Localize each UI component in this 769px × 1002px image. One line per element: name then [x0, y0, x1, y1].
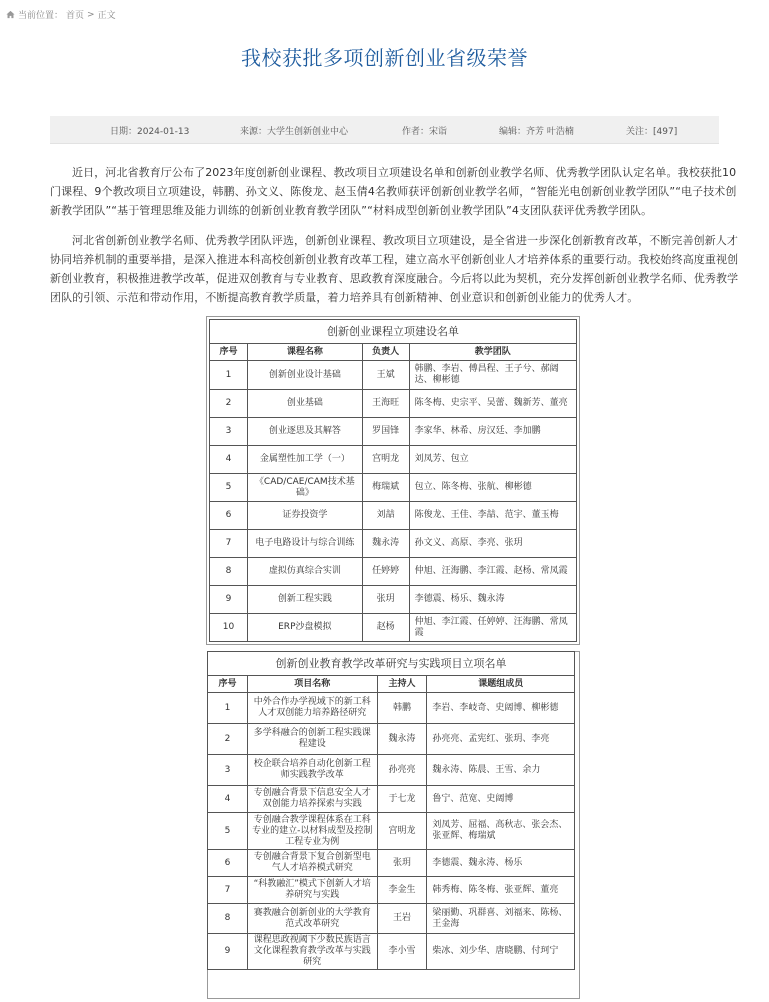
table-cell: 刘凤芳、屈福、高秋志、张会杰、张亚辉、梅瑞斌	[427, 813, 575, 850]
breadcrumb-home-link[interactable]: 首页	[66, 11, 85, 21]
table-cell: 包立、陈冬梅、张航、柳彬德	[409, 474, 576, 502]
table-cell: 电子电路设计与综合训练	[247, 530, 362, 558]
table-cell: 1	[208, 693, 248, 724]
table-cell: 中外合作办学视域下的新工科人才双创能力培养路径研究	[247, 693, 377, 724]
column-header: 序号	[208, 676, 248, 693]
table-cell: ERP沙盘模拟	[247, 614, 362, 642]
table-caption: 创新创业课程立项建设名单	[210, 320, 577, 344]
table-cell: 陈俊龙、王佳、李喆、范宇、董玉梅	[409, 502, 576, 530]
table-cell: 1	[210, 361, 248, 390]
table-cell: 专创融合背景下信息安全人才双创能力培养探索与实践	[247, 786, 377, 813]
table-cell: 7	[208, 877, 248, 904]
table-cell: 陈冬梅、史宗平、吴蕾、魏新芳、董亮	[409, 390, 576, 418]
table-row	[208, 813, 575, 850]
table-row	[210, 390, 577, 418]
table-cell: 李家华、林希、房汉廷、李加鹏	[409, 418, 576, 446]
column-header: 负责人	[362, 344, 409, 361]
column-header: 项目名称	[247, 676, 377, 693]
table-cell: 王斌	[362, 361, 409, 390]
table-cell: 证券投资学	[247, 502, 362, 530]
article-title: 我校获批多项创新创业省级荣誉	[241, 46, 528, 70]
table-cell: 9	[210, 586, 248, 614]
table-cell: “科教融汇”模式下创新人才培养研究与实践	[247, 877, 377, 904]
column-header: 课程名称	[247, 344, 362, 361]
table-cell: 创业基础	[247, 390, 362, 418]
table-cell: 罗国锋	[362, 418, 409, 446]
table-cell: 魏永涛、陈晨、王雪、余力	[427, 755, 575, 786]
table-cell: 王海旺	[362, 390, 409, 418]
table-cell: 任婷婷	[362, 558, 409, 586]
table-cell: 《CAD/CAE/CAM技术基础》	[247, 474, 362, 502]
table-row	[210, 418, 577, 446]
table-cell: 韩鹏、李岩、傅昌程、王子兮、郝阔达、柳彬德	[409, 361, 576, 390]
table-cell: 课程思政视阈下少数民族语言文化课程教育教学改革与实践研究	[247, 934, 377, 970]
table-cell: 孙文义、高原、李亮、张玥	[409, 530, 576, 558]
table-cell: 8	[208, 904, 248, 934]
table-cell: 赛教融合创新创业的大学教育范式改革研究	[247, 904, 377, 934]
table-cell: 仲旭、李江霞、任婷婷、汪海鹏、常凤霞	[409, 614, 576, 642]
breadcrumb	[6, 8, 116, 21]
table-cell: 李德震、魏永涛、杨乐	[427, 850, 575, 877]
table-cell: 孙亮亮	[377, 755, 427, 786]
table-cell: 4	[210, 446, 248, 474]
table-cell: 宫明龙	[377, 813, 427, 850]
meta-date: 日期：2024-01-13	[110, 127, 190, 137]
table-cell: 专创融合教学课程体系在工科专业的建立-以材料成型及控制工程专业为例	[247, 813, 377, 850]
breadcrumb-current: 正文	[97, 11, 116, 21]
table-row	[210, 586, 577, 614]
table-row	[210, 361, 577, 390]
meta-author: 作者：宋诣	[402, 127, 448, 137]
table-row	[210, 558, 577, 586]
table-row	[210, 502, 577, 530]
table-cell: 魏永涛	[362, 530, 409, 558]
table-cell: 梁丽勤、巩群喜、刘福来、陈杨、王金海	[427, 904, 575, 934]
table-cell: 李德震、杨乐、魏永涛	[409, 586, 576, 614]
table-cell: 赵杨	[362, 614, 409, 642]
meta-source: 来源：大学生创新创业中心	[240, 127, 349, 137]
table-cell: 李岩、李岐奇、史阔博、柳彬德	[427, 693, 575, 724]
table-cell: 孙亮亮、孟宪红、张玥、李亮	[427, 724, 575, 755]
table-caption: 创新创业教育教学改革研究与实践项目立项名单	[208, 652, 575, 676]
table-cell: 张玥	[377, 850, 427, 877]
table-cell: 金属塑性加工学（一）	[247, 446, 362, 474]
table-row	[210, 446, 577, 474]
table-cell: 8	[210, 558, 248, 586]
table-row	[208, 786, 575, 813]
table-cell: 3	[210, 418, 248, 446]
column-header: 主持人	[377, 676, 427, 693]
table-cell: 10	[210, 614, 248, 642]
table-row	[210, 530, 577, 558]
meta-editor: 编辑：齐芳 叶浩楠	[499, 127, 574, 137]
table-cell: 仲旭、汪海鹏、李江霞、赵杨、常凤霞	[409, 558, 576, 586]
table-cell: 多学科融合的创新工程实践课程建设	[247, 724, 377, 755]
table-cell: 柴冰、刘少华、唐晓鹏、付珂宁	[427, 934, 575, 970]
table-row	[208, 755, 575, 786]
table-cell: 刘凤芳、包立	[409, 446, 576, 474]
table-cell: 李小雪	[377, 934, 427, 970]
table-cell: 创新创业设计基础	[247, 361, 362, 390]
table-cell: 6	[208, 850, 248, 877]
article-meta-bar	[50, 116, 719, 144]
table-cell: 于七龙	[377, 786, 427, 813]
breadcrumb-separator: >	[87, 9, 95, 20]
table-cell: 韩秀梅、陈冬梅、张亚辉、董亮	[427, 877, 575, 904]
table-row	[208, 693, 575, 724]
table-cell: 王岩	[377, 904, 427, 934]
table-cell: 9	[208, 934, 248, 970]
table-cell: 4	[208, 786, 248, 813]
course-list-table	[209, 319, 577, 642]
table-cell: 宫明龙	[362, 446, 409, 474]
table-cell: 校企联合培养自动化创新工程师实践教学改革	[247, 755, 377, 786]
table-cell: 虚拟仿真综合实训	[247, 558, 362, 586]
table-row	[210, 474, 577, 502]
table-row	[208, 934, 575, 970]
meta-views: 关注：[497]	[626, 127, 678, 137]
table-cell: 6	[210, 502, 248, 530]
breadcrumb-label: 当前位置：	[18, 11, 64, 21]
reform-project-table	[207, 651, 575, 970]
table-cell: 专创融合背景下复合创新型电气人才培养模式研究	[247, 850, 377, 877]
article-paragraph: 河北省创新创业教学名师、优秀教学团队评选，创新创业课程、教改项目立项建设，是全省进一步深化创新教育改革，不断完善创新人才协同培养机制的重要举措，是深入推进本科高校创新创业教育改革工程，建立高水平创新创业人才培养体系的重要行动。我校始终高度重视创新创业教育，积极推进教学改革，促进双创教育与专业教育、思政教育深度融合。今后将以此为契机，充分发挥创新创业教学名师、优秀教学团队的引领、示范和带动作用，不断提高教育教学质量，着力培养具有创新精神、创业意识和创新创业能力的优秀人才。	[50, 234, 739, 304]
article-paragraph: 近日，河北省教育厅公布了2023年度创新创业课程、教改项目立项建设名单和创新创业教学名师、优秀教学团队认定名单。我校获批10门课程、9个教改项目立项建设，韩鹏、孙文义、陈俊龙、赵玉倩4名教师获评创新创业教学名师，“智能光电创新创业教学团队”“电子技术创新教学团队”“基于管理思维及能力训练的创新创业教育教学团队”“材料成型创新创业教学团队”4支团队获评优秀教学团队。	[50, 166, 737, 217]
table-cell: 7	[210, 530, 248, 558]
table-cell: 韩鹏	[377, 693, 427, 724]
table-row	[210, 614, 577, 642]
home-icon	[6, 10, 15, 19]
table-cell: 梅瑞斌	[362, 474, 409, 502]
table-row	[208, 850, 575, 877]
table-row	[208, 877, 575, 904]
table-cell: 5	[208, 813, 248, 850]
table-cell: 3	[208, 755, 248, 786]
column-header: 课题组成员	[427, 676, 575, 693]
table-cell: 张玥	[362, 586, 409, 614]
table-cell: 创新工程实践	[247, 586, 362, 614]
column-header: 教学团队	[409, 344, 576, 361]
table-cell: 2	[208, 724, 248, 755]
table-row	[208, 904, 575, 934]
table-cell: 2	[210, 390, 248, 418]
table-row	[208, 724, 575, 755]
table-cell: 鲁宁、范宽、史阔博	[427, 786, 575, 813]
table-cell: 5	[210, 474, 248, 502]
table-cell: 魏永涛	[377, 724, 427, 755]
column-header: 序号	[210, 344, 248, 361]
table-cell: 李金生	[377, 877, 427, 904]
table-cell: 创业逐思及其解答	[247, 418, 362, 446]
table-cell: 刘喆	[362, 502, 409, 530]
